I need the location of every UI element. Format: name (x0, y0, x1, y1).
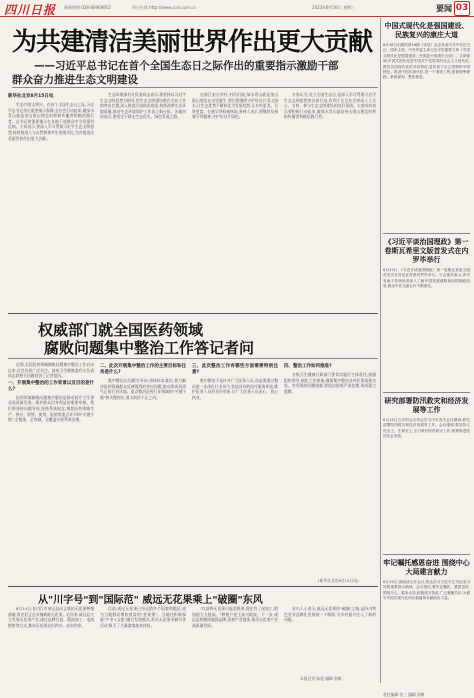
sidebar-text: 8月15日,省政协召开会议,传达学习习近平总书记来川视察重要指示精神。会议指出,要牢记嘱托、感恩奋进,围绕中心、服务大局,积极建言资政,广泛凝聚共识,为谱写中国式现代化四川新篇章贡献政协力量。 (383, 580, 470, 601)
story2-column-2 (100, 362, 186, 584)
divider (383, 392, 470, 393)
story2-column-3 (192, 362, 278, 584)
lead-paragraph: 生态兴则文明兴。在首个全国生态日之际,习近平总书记作出重要指示强调,全社会行动起来,做绿水青山就是金山银山理念的积极传播者和模范践行者。总书记的重要指示在各地干部群众中引发强烈反响。大家表示,要深入学习贯彻习近平生态文明思想,持续推进人与自然和谐共生的现代化,为共建清洁美丽世界作出更大贡献。 (8, 102, 94, 141)
sidebar-text: 8月15日召开的会议传达学习中央有关会议精神,研究部署防汛救灾和经济发展等工作。会议强调,要坚持人民至上、生命至上,全力做好防汛救灾工作,统筹推进经济社会发展。 (383, 418, 470, 439)
story3-column-1 (8, 606, 94, 682)
lead-subheadline-2: 群众奋力推进生态文明建设 (12, 74, 138, 86)
lead-byline: 新华社北京8月15日电 (8, 94, 54, 99)
story2-paragraph: 集中整治不是针对广大医务人员,而是要通过整治进一步净化行业风气,营造良好的医疗服务环境,维护医务人员的良好形象,让广大医务人员安心、放心执业。 (192, 378, 278, 400)
website: 四川在线 http://www.scol.com.cn (132, 5, 196, 10)
sidebar-title: 中国式现代化是强国建设、民族复兴的康庄大道 (384, 22, 469, 39)
story2-credit: (新华社北京8月15日电) (318, 578, 359, 583)
divider (383, 554, 470, 555)
sidebar-credit: 责任编辑 张三 编辑 张帆 (383, 692, 425, 697)
story2-headline-2: 腐败问题集中整治工作答记者问 (44, 339, 255, 357)
divider (12, 87, 378, 88)
story2-question: 三、此次整治工作有哪些方面需要特别注意? (192, 364, 278, 375)
lead-column-3 (192, 92, 278, 312)
masthead (0, 0, 474, 17)
issue-date: 2023年8月16日 星期三 (312, 5, 356, 10)
lead-subheadline-1: ——习近平总书记在首个全国生态日之际作出的重要指示激励干部 (34, 60, 339, 72)
story2-headline-1: 权威部门就全国医药领域 (38, 321, 204, 339)
divider (383, 233, 470, 234)
story3-column-4 (284, 606, 376, 674)
story3-column-2 (100, 606, 186, 682)
story2-paragraph: 集中整治以问题为导向,坚持标本兼治,着力解决医药领域群众反映强烈的突出问题,推动形成风清气正的行业环境。重点整治医药行业领域的"关键少数"和关键岗位,着力纠治不正之风。 (100, 378, 186, 400)
sidebar-title: 牢记嘱托感恩奋进 围绕中心大局建言献力 (383, 559, 470, 576)
lead-column-4 (284, 92, 376, 312)
lead-paragraph: 生态环境部有关负责同志表示,将坚持以习近平生态文明思想为指导,把生态文明建设摆在全局工作的突出位置,深入推进污染防治攻坚,持续改善生态环境质量,推动生态环境保护工作再上新台阶。各地纷纷表示,要坚定不移走生态优先、绿色发展之路。 (100, 92, 186, 120)
story2-column-1 (8, 362, 94, 584)
story2-column-4 (284, 362, 376, 576)
sidebar (383, 18, 470, 697)
page-number: 03 (454, 1, 470, 16)
lead-column-2 (100, 92, 186, 312)
newspaper-logo: 四川日报 (4, 3, 57, 17)
sidebar-title: 《习近平谈治国理政》第一卷斯瓦希里文版首发式在内罗毕举行 (384, 238, 469, 264)
lead-paragraph: 在浙江安吉余村,村民们说,绿水青山就是金山银山理念在这里诞生,我们要继续守护好这片青山绿水,让生态优势不断转化为发展优势,让乡村更美、百姓更富。在塞罕坝机械林场,务林人表示,要继续发扬塞罕坝精神,守护好这片绿色。 (192, 92, 278, 120)
lead-column-1 (8, 92, 94, 312)
story3-column-3 (192, 606, 278, 682)
column-separator (380, 18, 381, 683)
lead-paragraph: 专家认为,设立全国生态日,是深入学习贯彻习近平生态文明思想的具体行动,有利于在全社会形成人人关心、支持、参与生态文明建设的良好氛围。大家纷纷表示要积极行动起来,做绿水青山就是金山银山理念的积极传播者和模范践行者。 (284, 92, 376, 120)
story3-paragraph: 目前,威远无花果已经远销多个国家和地区,成为当地群众增收致富的"金果果"。当地还积极探索"产业+文旅"融合发展模式,举办无花果采摘节等活动,吸引了大量游客前来体验。 (100, 606, 186, 628)
lead-headline: 为共建清洁美丽世界作出更大贡献 (12, 27, 373, 56)
section-name: 要闻 (436, 4, 452, 13)
story3-credit: 本报记者 陈松 编辑 张帆 (300, 676, 342, 681)
story2-question: 四、整治工作如何推进? (284, 364, 332, 369)
sidebar-title: 研究部署防汛救灾和经济发展等工作 (384, 397, 469, 414)
sidebar-text: 8月14日,《习近平谈治国理政》第一卷斯瓦希里文版首发式在肯尼亚首都内罗毕举行。与会嘉宾表示,该书有助于非洲读者深入了解中国发展道路和治国理政经验,推动中非交流合作不断深化。 (383, 268, 470, 289)
story2-paragraph: 各级卫生健康行政部门要切实履行主体责任,加强组织领导,细化工作措施,确保集中整治各项任务落到实处。对发现的问题线索,要依法依规严肃处理,形成强大震慑。 (284, 372, 376, 394)
hotline: 新闻热线:028-86968952 (64, 5, 111, 10)
divider (8, 586, 378, 587)
story3-paragraph: 业内人士表示,威远无花果的"破圈"之路,是四川特色农业品牌化发展的一个缩影,为乡村振兴注入了新的动能。 (284, 606, 376, 623)
divider (8, 358, 378, 359)
story3-paragraph: 8月14日,在内江市威远县向义镇的无花果种植基地,果农们正在采摘新鲜无花果。近年来,威远县大力发展无花果产业,通过品牌打造、精深加工、电商销售等方式,推动无花果走出四川、走向世界。 (8, 606, 94, 628)
divider (8, 313, 378, 314)
story2-question: 一、开展集中整治的工作背景以及目的是什么? (8, 380, 94, 392)
story3-paragraph: "以前种无花果只能卖鲜果,现在有了深加工,附加值大大提高。"种植户老王高兴地说。下一步,威远县将继续做强品牌,延伸产业链条,推动无花果产业高质量发展。 (192, 606, 278, 628)
story2-paragraph: 医药领域腐败问题集中整治是推动医疗卫生事业高质量发展、维护群众切身利益的重要举措。我们将坚持问题导向,坚持系统观念,聚焦医药领域生产、供应、销售、使用、报销等重点环节和"关键少数",全链条、全领域、全覆盖开展系统治理。 (8, 394, 94, 423)
story2-question: 二、此次开展集中整治工作的主要目标和任务是什么? (100, 364, 186, 375)
sidebar-text: 8月16日出版的第16期《求是》杂志发表中共中央总书记、国家主席、中央军委主席习近平的重要文章《中国式现代化是强国建设、民族复兴的康庄大道》。文章强调,中国式现代化是中国共产党领导的社会主义现代化,既有各国现代化的共同特征,更有基于自己国情的中国特色。推进中国式现代化,是一个系统工程,需要统筹兼顾、系统谋划、整体推进。 (383, 43, 470, 80)
story2-paragraph: 近期,全国医药领域腐败问题集中整治工作启动以来,社会各界广泛关注。国家卫生健康委有关负责同志就相关问题回答了记者提问。 (8, 362, 94, 379)
story3-headline: 从"川字号"到"国际范" 威远无花果乘上"破圈"东风 (38, 595, 263, 606)
